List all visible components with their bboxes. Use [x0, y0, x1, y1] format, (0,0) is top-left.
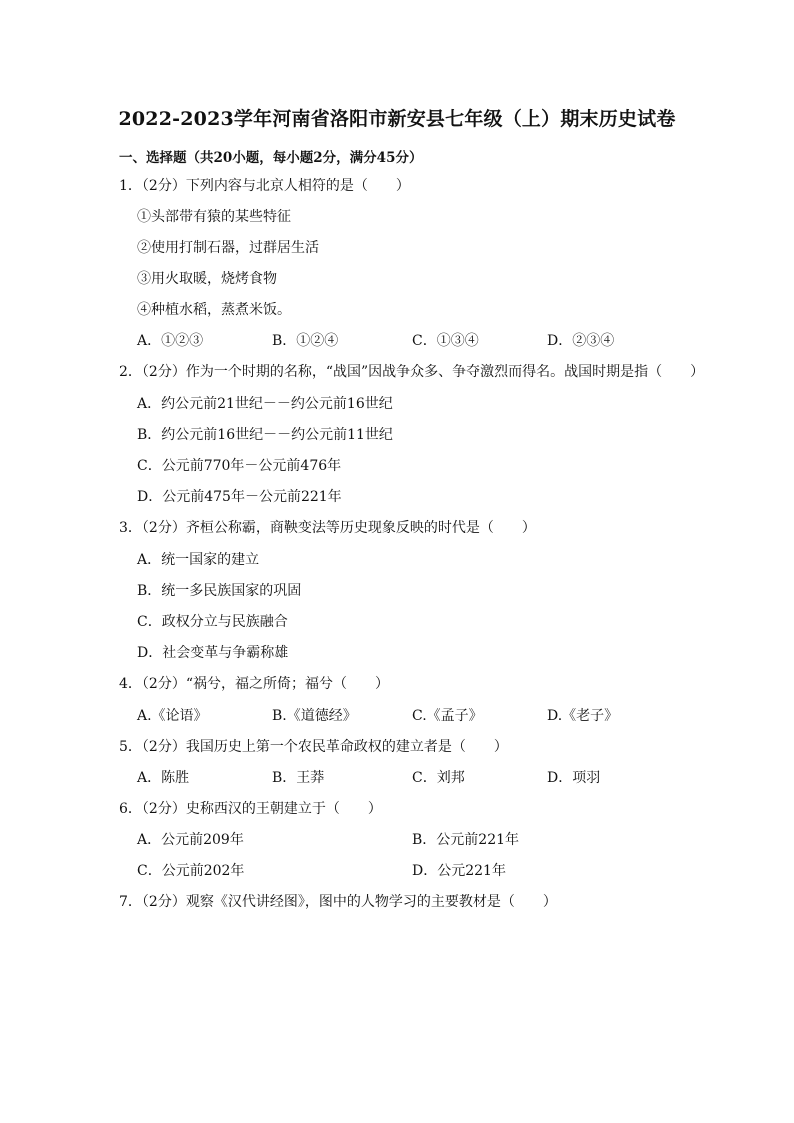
question-1-option-a[interactable]: A．①②③ [137, 333, 204, 349]
question-2-stem: 2．（2分）作为一个时期的名称，“战国”因战争众多、争夺激烈而得名。战国时期是指（ ） [119, 364, 705, 380]
question-6-option-a[interactable]: A．公元前209年 [137, 832, 244, 848]
question-1-item-3: ③用火取暖，烧烤食物 [137, 271, 277, 287]
question-6-option-b[interactable]: B．公元前221年 [412, 832, 520, 848]
question-1-item-2: ②使用打制石器，过群居生活 [137, 240, 319, 256]
question-4-option-c[interactable]: C.《孟子》 [412, 708, 483, 724]
question-2-option-c[interactable]: C．公元前770年－公元前476年 [137, 458, 342, 474]
question-1-stem: 1．（2分）下列内容与北京人相符的是（ ） [119, 178, 410, 194]
question-5-option-b[interactable]: B．王莽 [272, 770, 325, 786]
question-1-item-4: ④种植水稻，蒸煮米饭。 [137, 302, 291, 318]
question-7-stem: 7．（2分）观察《汉代讲经图》，图中的人物学习的主要教材是（ ） [119, 894, 557, 910]
question-1-options [137, 331, 737, 351]
question-5-option-c[interactable]: C．刘邦 [412, 770, 465, 786]
question-1-item-1: ①头部带有猿的某些特征 [137, 209, 291, 225]
question-1-option-d[interactable]: D．②③④ [547, 333, 615, 349]
question-2-option-d[interactable]: D．公元前475年－公元前221年 [137, 489, 342, 505]
question-2-option-b[interactable]: B．约公元前16世纪－－约公元前11世纪 [137, 427, 393, 443]
question-6-option-d[interactable]: D．公元221年 [412, 863, 506, 879]
question-4-option-b[interactable]: B.《道德经》 [272, 708, 357, 724]
question-6-options-row-2 [137, 861, 737, 881]
page-title: 2022-2023学年河南省洛阳市新安县七年级（上）期末历史试卷 [118, 108, 676, 130]
question-3-option-a[interactable]: A．统一国家的建立 [137, 552, 260, 568]
question-6-stem: 6．（2分）史称西汉的王朝建立于（ ） [119, 801, 382, 817]
section-heading: 一、选择题（共20小题，每小题2分，满分45分） [119, 150, 423, 166]
question-3-stem: 3．（2分）齐桓公称霸，商鞅变法等历史现象反映的时代是（ ） [119, 520, 536, 536]
question-3-option-c[interactable]: C．政权分立与民族融合 [137, 614, 288, 630]
question-5-option-a[interactable]: A．陈胜 [137, 770, 190, 786]
question-5-options [137, 768, 737, 788]
question-1-option-c[interactable]: C．①③④ [412, 333, 479, 349]
question-3-option-d[interactable]: D．社会变革与争霸称雄 [137, 645, 289, 661]
question-4-options [137, 706, 737, 726]
question-1-option-b[interactable]: B．①②④ [272, 333, 339, 349]
question-4-option-a[interactable]: A.《论语》 [137, 708, 208, 724]
question-5-stem: 5．（2分）我国历史上第一个农民革命政权的建立者是（ ） [119, 739, 508, 755]
question-6-option-c[interactable]: C．公元前202年 [137, 863, 245, 879]
question-6-options-row-1 [137, 830, 737, 850]
question-4-option-d[interactable]: D.《老子》 [547, 708, 619, 724]
question-5-option-d[interactable]: D．项羽 [547, 770, 601, 786]
question-2-option-a[interactable]: A．约公元前21世纪－－约公元前16世纪 [137, 396, 393, 412]
question-4-stem: 4．（2分）“祸兮，福之所倚；福兮（ ） [119, 676, 389, 692]
question-3-option-b[interactable]: B．统一多民族国家的巩固 [137, 583, 302, 599]
